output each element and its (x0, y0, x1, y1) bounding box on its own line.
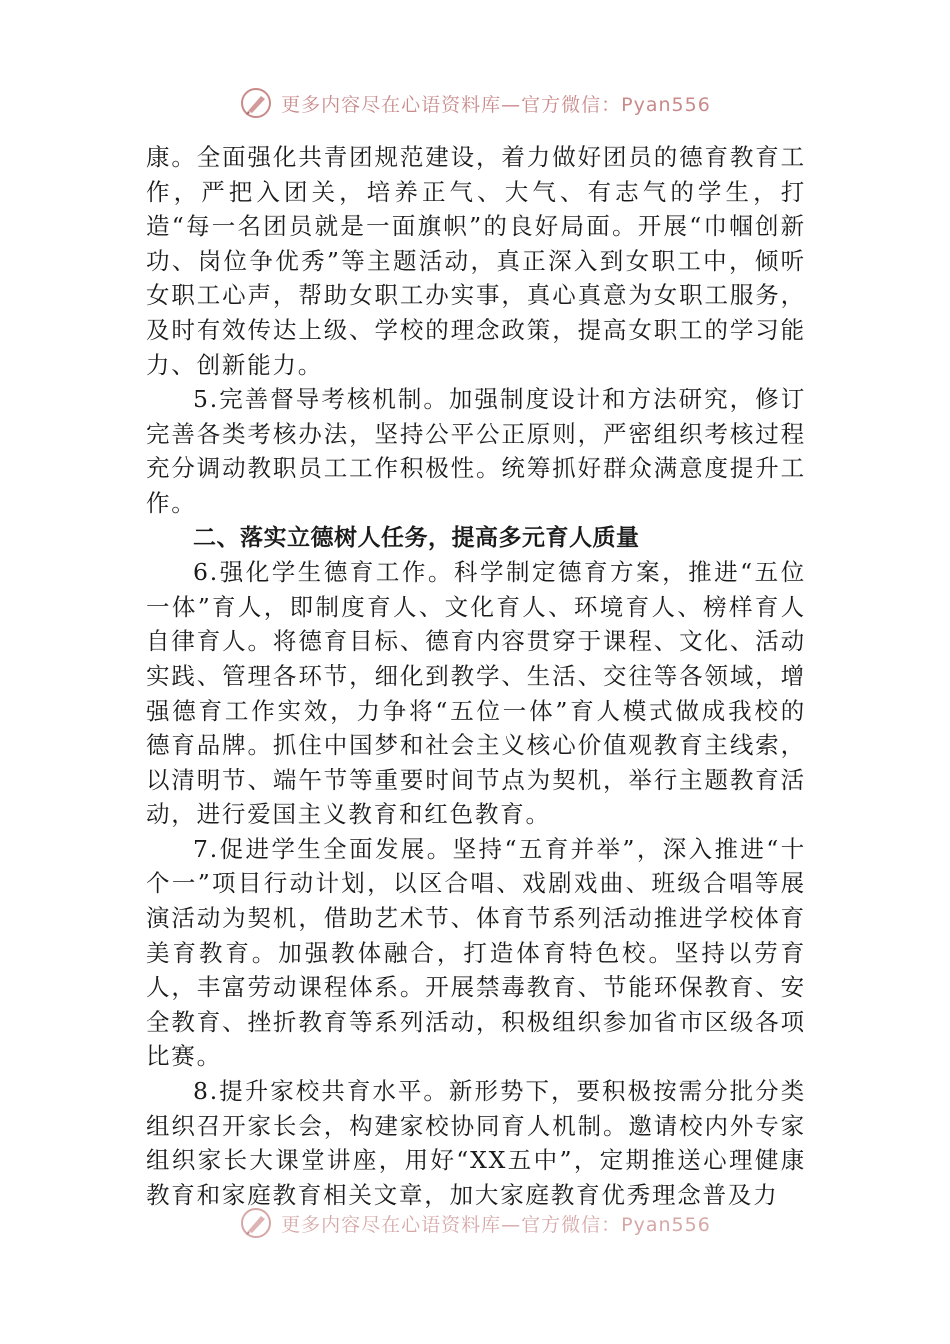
watermark-footer (0, 1206, 950, 1240)
paragraph-item-7: 7.促进学生全面发展。坚持“五育并举”，深入推进“十个一”项目行动计划，以区合唱、戏剧戏曲、班级合唱等展演活动为契机，借助艺术节、体育节系列活动推进学校体育美育教育。加强教体融合，打造体育特色校。坚持以劳育人，丰富劳动课程体系。开展禁毒教育、节能环保教育、安全教育、挫折教育等系列活动，积极组织参加省市区级各项比赛。 (146, 834, 806, 1071)
watermark-header (0, 86, 950, 120)
watermark-text-footer: 更多内容尽在心语资料库—官方微信：Pyan556 (281, 1213, 711, 1236)
paragraph-item-5: 5.完善督导考核机制。加强制度设计和方法研究，修订完善各类考核办法，坚持公平公正原则，严密组织考核过程充分调动教职员工工作积极性。统筹抓好群众满意度提升工作。 (146, 385, 806, 517)
section-heading-2: 二、落实立德树人任务，提高多元育人质量 (193, 524, 640, 551)
pen-nib-icon (239, 1206, 273, 1240)
watermark-text: 更多内容尽在心语资料库—官方微信：Pyan556 (281, 93, 711, 116)
document-body (146, 140, 806, 1212)
pen-nib-icon (239, 86, 273, 120)
paragraph-continuation: 康。全面强化共青团规范建设，着力做好团员的德育教育工作，严把入团关，培养正气、大气、有志气的学生，打造“每一名团员就是一面旗帜”的良好局面。开展“巾帼创新功、岗位争优秀”等主题活动，真正深入到女职工中，倾听女职工心声，帮助女职工办实事，真心真意为女职工服务，及时有效传达上级、学校的理念政策，提高女职工的学习能力、创新能力。 (146, 143, 806, 379)
paragraph-item-8: 8.提升家校共育水平。新形势下，要积极按需分批分类组织召开家长会，构建家校协同育人机制。邀请校内外专家组织家长大课堂讲座，用好“XX五中”，定期推送心理健康教育和家庭教育相关文章，加大家庭教育优秀理念普及力 (146, 1077, 806, 1209)
paragraph-item-6: 6.强化学生德育工作。科学制定德育方案，推进“五位一体”育人，即制度育人、文化育人、环境育人、榜样育人自律育人。将德育目标、德育内容贯穿于课程、文化、活动实践、管理各环节，细化到教学、生活、交往等各领域，增强德育工作实效，力争将“五位一体”育人模式做成我校的德育品牌。抓住中国梦和社会主义核心价值观教育主线索，以清明节、端午节等重要时间节点为契机，举行主题教育活动，进行爱国主义教育和红色教育。 (146, 558, 806, 829)
